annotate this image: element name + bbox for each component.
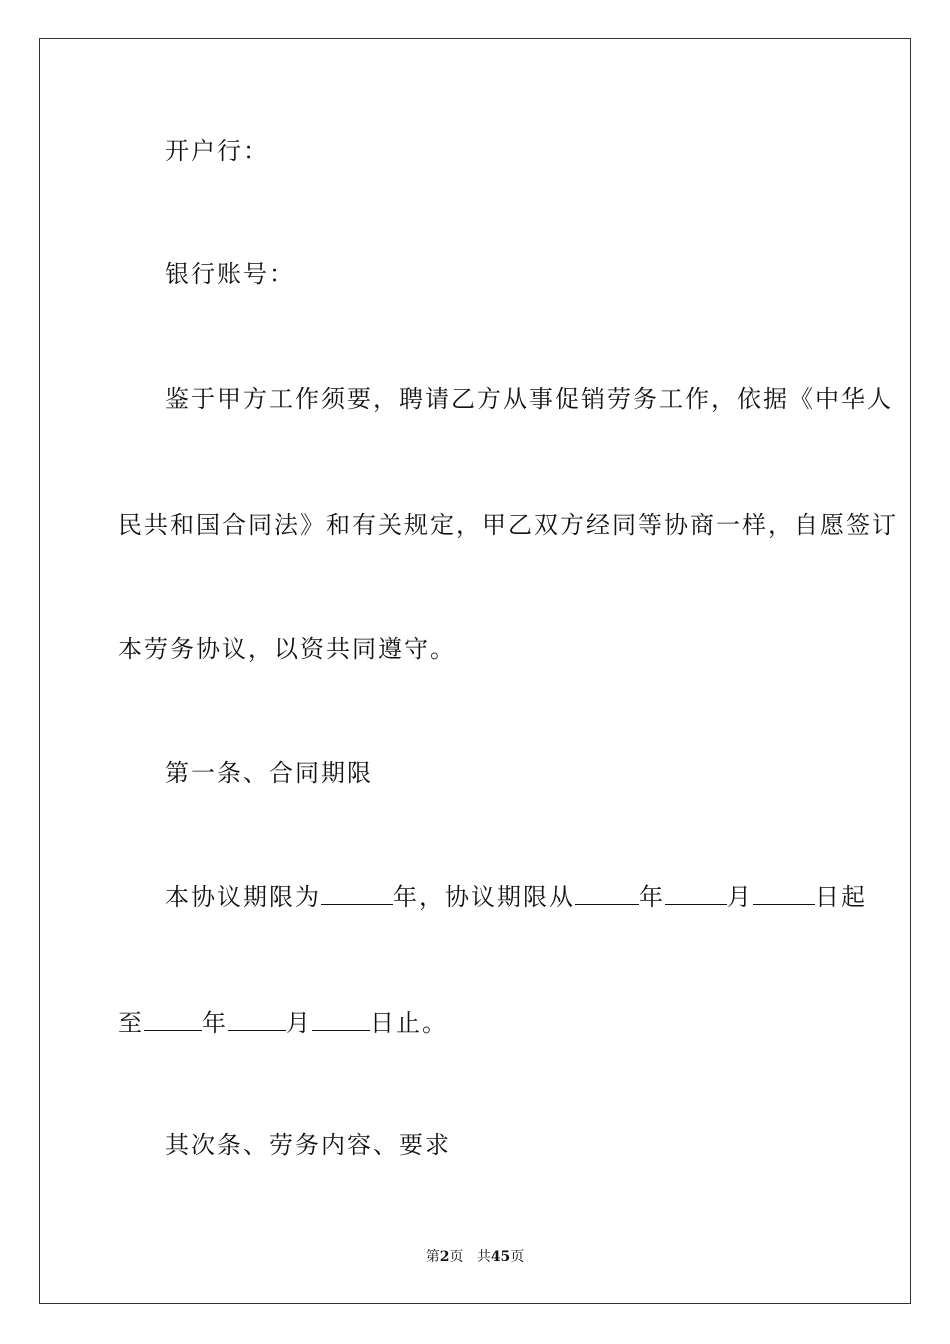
blank-start-year [575,882,639,905]
term-text: 日起 [815,883,867,911]
total-pages: 45 [490,1249,511,1265]
term-text: 本协议期限为 [165,883,321,911]
footer-text: 第 [425,1249,440,1265]
term-line-2 [0,1008,950,1038]
term-text: 至 [118,1009,144,1037]
blank-start-day [753,882,815,905]
section-2-heading: 其次条、劳务内容、要求 [165,1131,451,1159]
bank-account-label: 银行账号： [165,260,295,288]
footer-text: 页 [510,1249,525,1265]
blank-end-year [144,1008,202,1031]
term-text: 年 [639,883,665,911]
blank-years [321,882,393,905]
blank-end-day [312,1008,370,1031]
blank-end-month [228,1008,286,1031]
paragraph-line-3: 本劳务协议，以资共同遵守。 [118,635,456,663]
page-footer [0,1248,950,1266]
term-text: 月 [286,1009,312,1037]
term-text: 年 [202,1009,228,1037]
section-1-heading: 第一条、合同期限 [165,759,373,787]
paragraph-line-2: 民共和国合同法》和有关规定，甲乙双方经同等协商一样，自愿签订 [118,511,898,539]
blank-start-month [665,882,727,905]
term-text: 年，协议期限从 [393,883,575,911]
footer-text: 页 [449,1249,464,1265]
paragraph-line-1: 鉴于甲方工作须要，聘请乙方从事促销劳务工作，依据《中华人 [165,385,893,413]
page-border [39,38,911,1304]
bank-name-label: 开户行： [165,137,269,165]
page-number: 2 [439,1249,450,1265]
term-text: 月 [727,883,753,911]
term-text: 日止。 [370,1009,448,1037]
footer-text: 共 [476,1249,491,1265]
term-line-1 [0,882,950,912]
